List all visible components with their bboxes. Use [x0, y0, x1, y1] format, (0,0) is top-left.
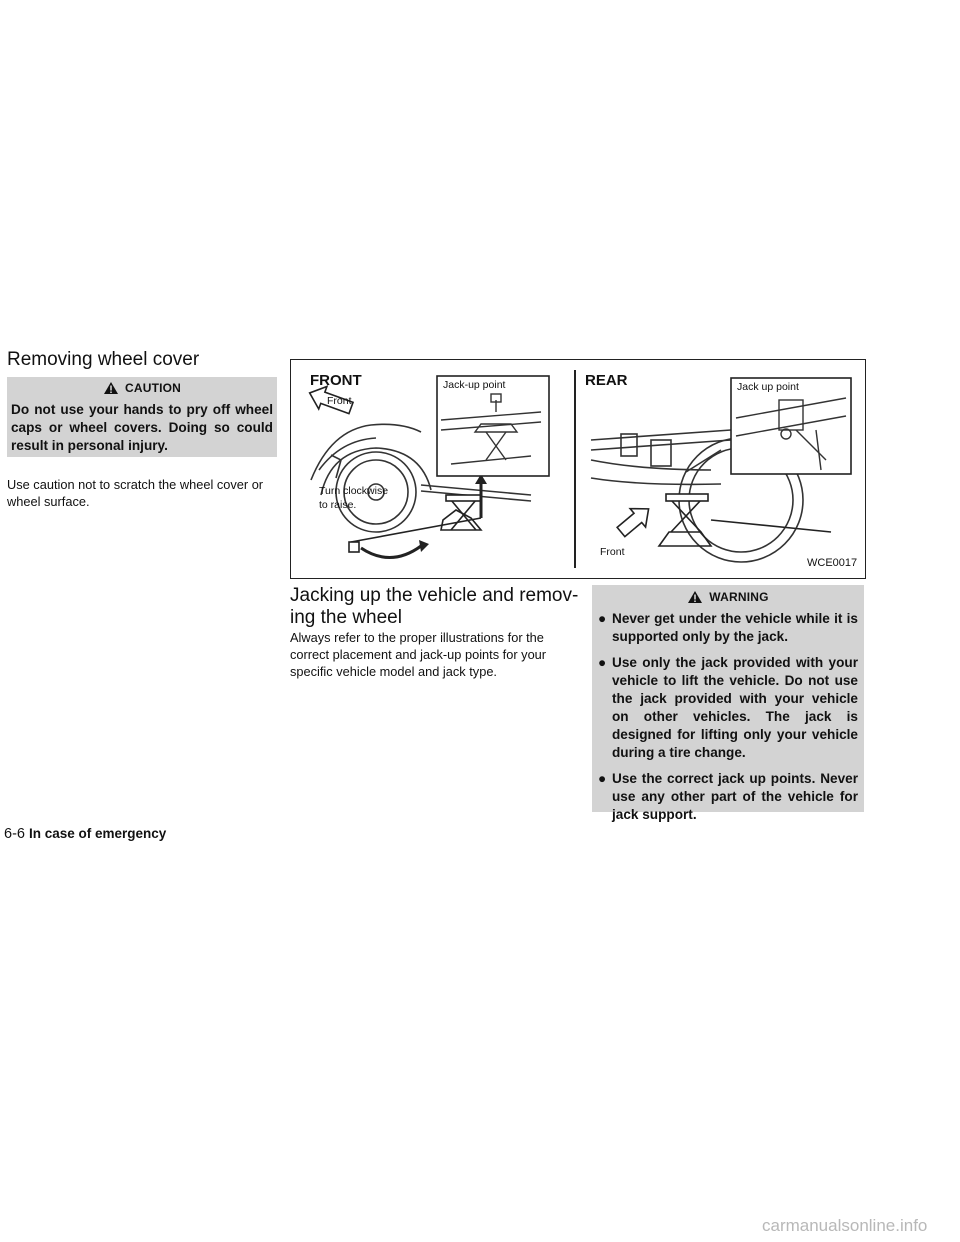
page-footer: [4, 826, 166, 842]
jack-up-point-rear-label: Jack up point: [737, 381, 799, 393]
section-title-jacking-up: [290, 585, 580, 629]
caution-box: [7, 377, 277, 457]
rear-front-arrow-label: Front: [600, 546, 625, 558]
rear-label: REAR: [585, 372, 628, 389]
caution-text: Do not use your hands to pry off wheel caps or wheel covers. Doing so could result in personal injury.: [11, 402, 273, 453]
section-title-jacking-up-line1: Jacking up the vehicle and remov-: [290, 585, 579, 606]
page-number: 6-6: [4, 826, 25, 842]
warning-box: [592, 585, 864, 822]
section-title-removing-wheel-cover: Removing wheel cover: [7, 349, 200, 370]
warning-triangle-icon: [687, 590, 703, 604]
warning-heading: [592, 586, 864, 608]
figure-code: WCE0017: [807, 557, 858, 569]
section-title-jacking-up-line2: ing the wheel: [290, 607, 402, 628]
front-arrow-label: Front: [327, 395, 352, 407]
warning-triangle-icon: [103, 381, 119, 395]
jacking-body-text: Always refer to the proper illustrations for the correct placement and jack-up points for your specific vehicle model and jack type.: [290, 630, 547, 679]
caution-heading: [7, 377, 277, 399]
watermark: carmanualsonline.info: [762, 1216, 928, 1235]
rear-jack-icon: [659, 494, 831, 546]
turn-arrow-icon: [361, 546, 421, 558]
warning-item: ● Never get under the vehicle while it is supported only by the jack.: [598, 611, 858, 644]
bullet-icon: ●: [598, 611, 607, 626]
chapter-title: In case of emergency: [28, 826, 167, 841]
warning-heading-label: WARNING: [709, 590, 769, 604]
front-label: FRONT: [310, 372, 362, 389]
wheel-cover-body-text: Use caution not to scratch the wheel cover or wheel surface.: [7, 477, 264, 509]
jack-up-point-front-label: Jack-up point: [443, 379, 506, 391]
warning-item: ● Use the correct jack up points. Never use any other part of the vehicle for jack support.: [598, 771, 858, 822]
turn-clockwise-label: Turn clockwise: [319, 485, 389, 497]
bullet-icon: ●: [598, 771, 607, 786]
rear-front-direction-arrow-icon: [613, 500, 656, 542]
warning-list: [592, 608, 864, 824]
caution-heading-label: CAUTION: [124, 381, 182, 395]
warning-item: ● Use only the jack provided with your vehicle to lift the vehicle. Do not use the jack provided with your vehicle on other vehicles. The jack is designed for lifting only your vehicle during a tire change.: [598, 655, 858, 760]
bullet-icon: ●: [598, 655, 607, 670]
jacking-figure: [290, 359, 866, 579]
to-raise-label: to raise.: [319, 499, 357, 511]
